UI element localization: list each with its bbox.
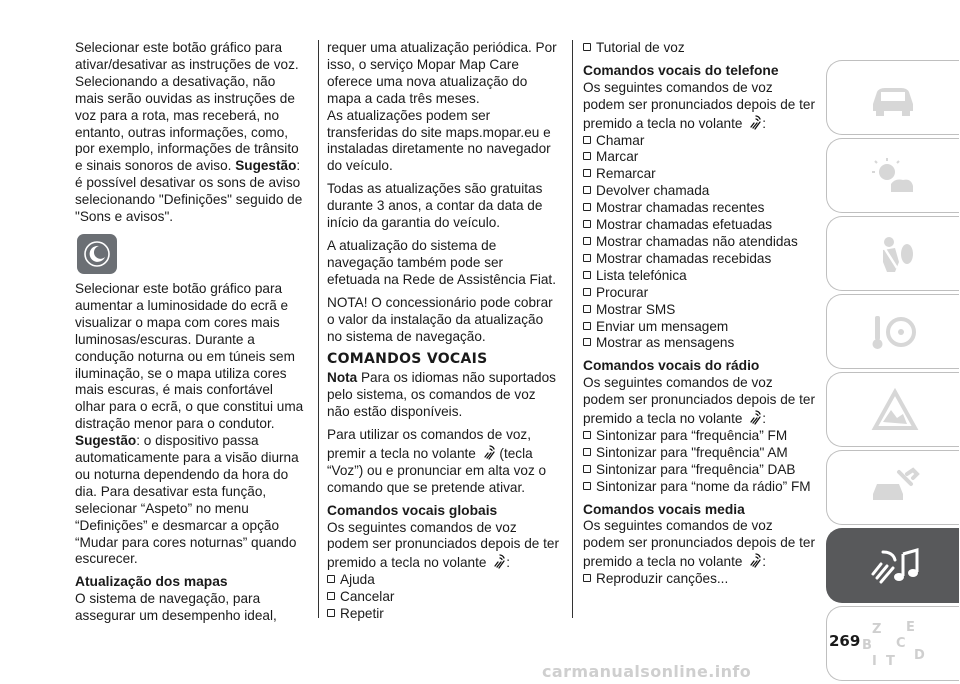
index-letter: E: [906, 619, 915, 635]
tab-car-icon[interactable]: [826, 60, 959, 135]
column-3: [583, 40, 815, 588]
phone-command-list: [583, 133, 815, 353]
bullet-icon: [583, 271, 591, 279]
section-heading: Comandos vocais do telefone: [583, 62, 779, 78]
tab-multimedia-icon[interactable]: [826, 528, 959, 603]
bullet-icon: [583, 186, 591, 194]
list-item: Mostrar as mensagens: [583, 335, 815, 352]
bullet-icon: [583, 465, 591, 473]
bullet-icon: [327, 592, 335, 600]
index-letter: T: [886, 653, 895, 669]
bullet-icon: [583, 203, 591, 211]
voice-command-icon: [748, 409, 762, 425]
index-letter: B: [862, 637, 872, 653]
car-icon: [865, 78, 921, 118]
list-item: Sintonizar para "frequência" AM: [583, 445, 815, 462]
list-item: Cancelar: [327, 589, 559, 606]
section-heading: Comandos vocais do rádio: [583, 358, 760, 374]
tab-warning-triangle-icon[interactable]: [826, 372, 959, 447]
colon: :: [762, 115, 767, 131]
bullet-icon: [583, 482, 591, 490]
column-2: [327, 40, 559, 623]
paragraph: Os seguintes comandos de voz podem ser pronunciados depois de ter premido a tecla no volante: [583, 79, 815, 131]
list-item: Tutorial de voz: [583, 40, 815, 57]
tab-seatbelt-airbag-icon[interactable]: [826, 216, 959, 291]
section-heading: Comandos vocais globais: [327, 502, 498, 518]
tab-key-steering-icon[interactable]: [826, 294, 959, 369]
list-item: Sintonizar para “nome da rádio” FM: [583, 479, 815, 496]
paragraph: Para os idiomas não suportados pelo sistema, os comandos de voz não estão disponíveis.: [327, 370, 556, 420]
main-heading: COMANDOS VOCAIS: [327, 351, 488, 368]
index-letter: C: [896, 635, 906, 651]
paragraph: requer uma atualização periódica. Por isso, o serviço Mopar Map Care oferece uma nova atualização do mapa a cada três meses.: [327, 40, 557, 106]
paragraph: NOTA! O concessionário pode cobrar o valor da instalação da atualização no sistema de navegação.: [327, 294, 553, 344]
index-letters-icon: [858, 619, 928, 669]
list-item: Ajuda: [327, 572, 559, 589]
tip-label: Sugestão: [235, 158, 297, 174]
bullet-icon: [583, 152, 591, 160]
list-item: Marcar: [583, 149, 815, 166]
paragraph: : é possível desativar os sons de aviso selecionando "Definições" seguido de "Sons e avisos".: [75, 158, 303, 225]
night-mode-icon: [77, 234, 117, 274]
bullet-icon: [583, 254, 591, 262]
section-heading: Atualização dos mapas: [75, 574, 228, 590]
bullet-icon: [583, 220, 591, 228]
colon: :: [762, 554, 767, 570]
paragraph: O sistema de navegação, para assegurar um desempenho ideal,: [75, 591, 277, 624]
radio-command-list: [583, 428, 815, 496]
bullet-icon: [327, 609, 335, 617]
index-letter: I: [872, 653, 877, 669]
warning-lights-icon: [865, 154, 921, 198]
index-letter: Z: [872, 621, 882, 637]
index-letter: D: [914, 647, 925, 663]
column-divider: [572, 40, 573, 618]
column-1: [75, 40, 305, 625]
list-item: Sintonizar para “frequência” DAB: [583, 462, 815, 479]
page-number: 269: [829, 632, 861, 650]
paragraph: As atualizações podem ser transferidas do site maps.mopar.eu e instaladas diretamente no navegador do veículo.: [327, 107, 551, 174]
paragraph: Os seguintes comandos de voz podem ser pronunciados depois de ter premido a tecla no volante: [583, 375, 815, 427]
bullet-icon: [583, 237, 591, 245]
tab-warning-lights-icon[interactable]: [826, 138, 959, 213]
list-item: Sintonizar para “frequência” FM: [583, 428, 815, 445]
paragraph: A atualização do sistema de navegação também pode ser efetuada na Rede de Assistência Fiat.: [327, 237, 556, 287]
tip-label: Sugestão: [75, 433, 137, 449]
list-item: Mostrar chamadas não atendidas: [583, 234, 815, 251]
voice-command-icon: [748, 114, 762, 130]
list-item: Mostrar chamadas efetuadas: [583, 217, 815, 234]
bullet-icon: [327, 575, 335, 583]
paragraph: (tecla “Voz”) ou e pronunciar em alta voz o comando que se pretende ativar.: [327, 445, 547, 495]
bullet-icon: [583, 136, 591, 144]
key-steering-icon: [865, 310, 921, 354]
paragraph: Os seguintes comandos de voz podem ser pronunciados depois de ter premido a tecla no volante: [583, 518, 815, 570]
paragraph: Todas as atualizações são gratuitas durante 3 anos, a contar da data de início da garantia do veículo.: [327, 181, 543, 231]
bullet-icon: [583, 43, 591, 51]
tab-wrench-car-icon[interactable]: [826, 450, 959, 525]
bullet-icon: [583, 574, 591, 582]
voice-command-icon: [748, 552, 762, 568]
list-item: Devolver chamada: [583, 183, 815, 200]
list-item: Enviar um mensagem: [583, 319, 815, 336]
watermark: carmanualsonline.info: [542, 662, 752, 681]
list-item: Reproduzir canções...: [583, 571, 815, 588]
colon: :: [506, 555, 511, 571]
list-item: Procurar: [583, 285, 815, 302]
paragraph: Os seguintes comandos de voz podem ser pronunciados depois de ter premido a tecla no volante: [327, 519, 559, 571]
chapter-tabs: [826, 60, 959, 684]
paragraph: Selecionar este botão gráfico para ativar/desativar as instruções de voz. Selecionando a desativação, não mais serão ouvidas as instruções de voz para a rota, mas receberá, no entanto, outras informações, como, por exemplo, informações de trânsito e sinais sonoros de aviso.: [75, 40, 299, 174]
wrench-car-icon: [865, 466, 921, 510]
list-item: Remarcar: [583, 166, 815, 183]
bullet-icon: [583, 448, 591, 456]
multimedia-icon: [863, 544, 923, 588]
bullet-icon: [583, 431, 591, 439]
bullet-icon: [583, 305, 591, 313]
bullet-icon: [583, 169, 591, 177]
bullet-icon: [583, 338, 591, 346]
list-item: Lista telefónica: [583, 268, 815, 285]
note-label: Nota: [327, 370, 358, 386]
media-command-list: [583, 571, 815, 588]
list-item: Mostrar chamadas recebidas: [583, 251, 815, 268]
column-divider: [318, 40, 319, 618]
voice-command-icon: [492, 553, 506, 569]
warning-triangle-icon: [865, 388, 921, 432]
list-item: Mostrar chamadas recentes: [583, 200, 815, 217]
voice-command-icon: [482, 444, 496, 460]
list-item: Repetir: [327, 606, 559, 623]
bullet-icon: [583, 288, 591, 296]
list-item: Chamar: [583, 133, 815, 150]
paragraph: Selecionar este botão gráfico para aumentar a luminosidade do ecrã e visualizar o mapa com cores mais luminosas/escuras. Durante a condução noturna ou em túneis sem iluminação, se o mapa utiliza cores mais escuras, é mais confortável olhar para o ecrã, o que constitui uma distração menor para o condutor.: [75, 280, 304, 432]
paragraph: Para utilizar os comandos de voz, premir a tecla no volante: [327, 427, 532, 461]
list-item: Mostrar SMS: [583, 302, 815, 319]
section-heading: Comandos vocais media: [583, 501, 745, 517]
bullet-icon: [583, 322, 591, 330]
paragraph: : o dispositivo passa automaticamente para a visão diurna ou noturna dependendo da hora do dia. Para desativar esta função, selecionar “Aspeto” no menu “Definições” e desmarcar a opção “Mudar para cores noturnas” quando escurecer.: [75, 433, 299, 567]
seatbelt-airbag-icon: [865, 232, 921, 276]
colon: :: [762, 411, 767, 427]
